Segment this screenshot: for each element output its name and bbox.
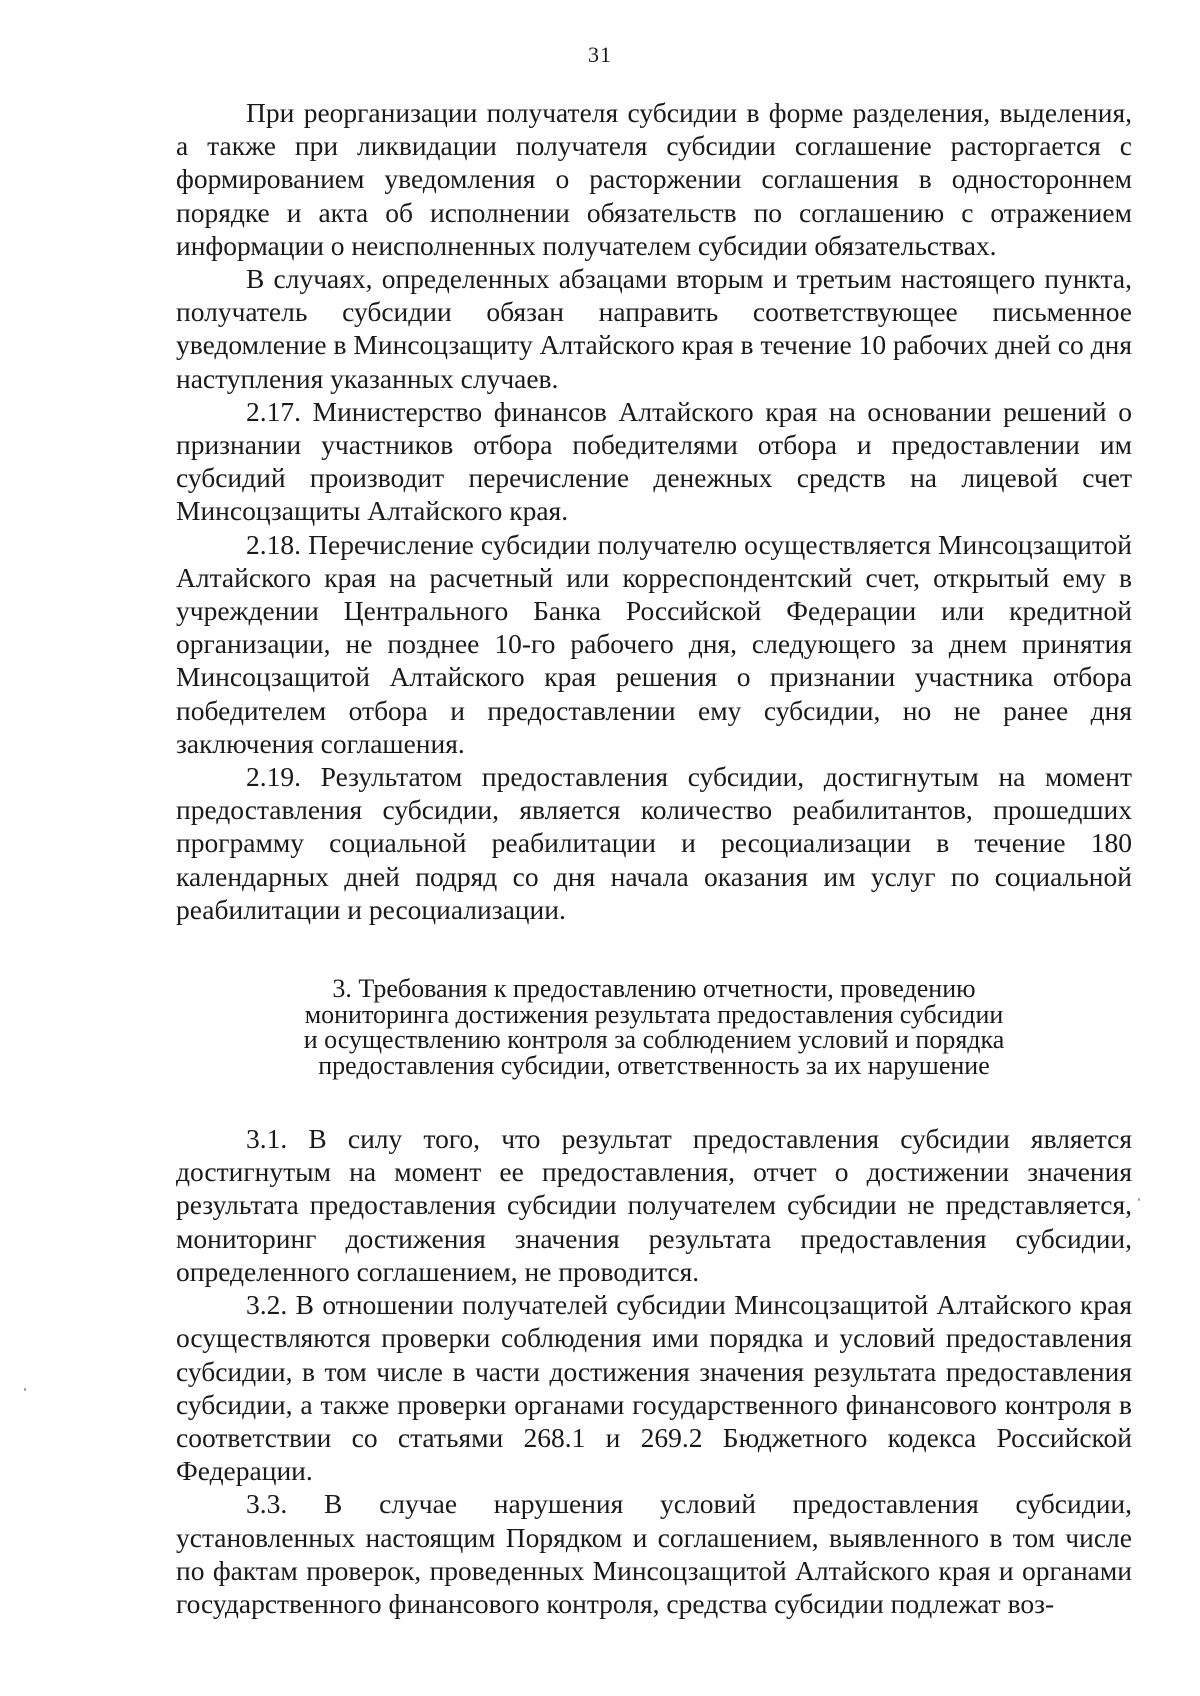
page-number: 31 bbox=[588, 42, 612, 67]
scan-speck bbox=[24, 1388, 26, 1391]
section-heading-line: 3. Требования к предоставлению отчетности, проведению bbox=[332, 974, 976, 1004]
paragraph-2-17: 2.17. Министерство финансов Алтайского края на основании решений о признании участников отбора победителями отбора и предоставлении им субсидий производит перечисление денежных средств на лицевой счет Минсоцзащиты Алтайского края. bbox=[176, 395, 1132, 527]
paragraph-3-3: 3.3. В случае нарушения условий предоставления субсидии, установленных настоящим Порядком и соглашением, выявленного в том числе по фактам проверок, проведенных Минсоцзащитой Алтайского края и органами государственного финансового контроля, средства субсидии подлежат воз- bbox=[176, 1488, 1132, 1619]
section-3-heading bbox=[176, 976, 1132, 1078]
section-heading-line: и осуществлению контроля за соблюдением условий и порядка bbox=[303, 1025, 1005, 1055]
paragraph-2-19: 2.19. Результатом предоставления субсидии, достигнутым на момент предоставления субсидии, является количество реабилитантов, прошедших программу социальной реабилитации и ресоциализации в течение 180 календарных дней подряд со дня начала оказания им услуг по социальной реабилитации и ресоциализации. bbox=[176, 761, 1132, 925]
paragraph-3-2: 3.2. В отношении получателей субсидии Минсоцзащитой Алтайского края осуществляются проверки соблюдения ими порядка и условий предоставления субсидии, в том числе в части достижения значения результата предоставления субсидии, а также проверки органами государственного финансового контроля в соответствии со статьями 268.1 и 269.2 Бюджетного кодекса Российской Федерации. bbox=[176, 1289, 1132, 1487]
section-heading-line: мониторинга достижения результата предоставления субсидии bbox=[304, 999, 1004, 1029]
page-body bbox=[176, 96, 1132, 1620]
paragraph-3-1: 3.1. В силу того, что результат предоставления субсидии является достигнутым на момент ее предоставления, отчет о достижении значения результата предоставления субсидии получателем субсидии не представляется, мониторинг достижения значения результата предоставления субсидии, определенного соглашением, не проводится. bbox=[176, 1123, 1132, 1287]
paragraph-notification: В случаях, определенных абзацами вторым и третьим настоящего пункта, получатель субсидии обязан направить соответствующее письменное уведомление в Минсоцзащиту Алтайского края в течение 10 рабочих дней со дня наступления указанных случаев. bbox=[176, 263, 1132, 394]
paragraph-2-18: 2.18. Перечисление субсидии получателю осуществляется Минсоцзащитой Алтайского края на расчетный или корреспондентский счет, открытый ему в учреждении Центрального Банка Российской Федерации или кредитной организации, не позднее 10-го рабочего дня, следующего за днем принятия Минсоцзащитой Алтайского края решения о признании участника отбора победителем отбора и предоставлении ему субсидии, но не ранее дня заключения соглашения. bbox=[176, 528, 1132, 759]
paragraph-reorganization: При реорганизации получателя субсидии в форме разделения, выделения, а также при ликвидации получателя субсидии соглашение расторгается с формированием уведомления о расторжении соглашения в одностороннем порядке и акта об исполнении обязательств по соглашению с отражением информации о неисполненных получателем субсидии обязательствах. bbox=[176, 97, 1132, 261]
scan-speck bbox=[1138, 1198, 1140, 1201]
section-heading-line: предоставления субсидии, ответственность за их нарушение bbox=[318, 1050, 990, 1080]
